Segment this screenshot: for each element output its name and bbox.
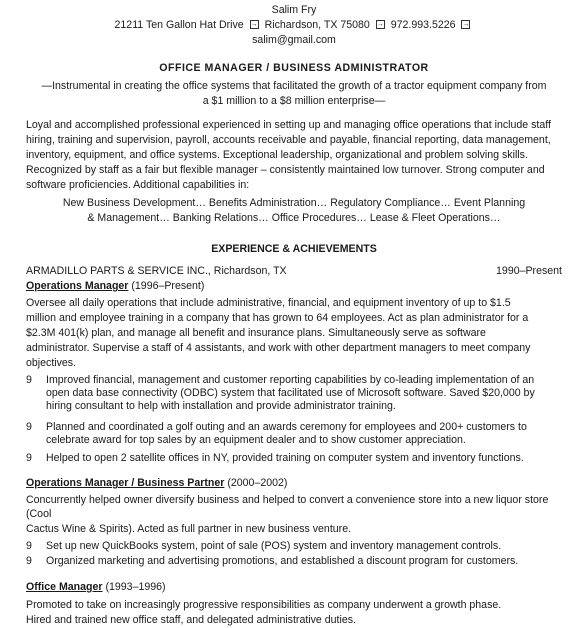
achievement-bullet bbox=[26, 421, 562, 451]
role-description-line: Promoted to take on increasingly progressive responsibilities as company underwent a growth phase. bbox=[26, 599, 502, 611]
arrow-box-icon bbox=[376, 20, 385, 29]
company-name: ARMADILLO PARTS & SERVICE INC., Richardson, TX bbox=[26, 265, 287, 277]
role-description-line: Concurrently helped owner diversify business and helped to convert a convenience store into a new liquor store bbox=[26, 494, 549, 506]
role-description-line: Oversee all daily operations that include administrative, financial, and equipment inventory of up to $1.5 bbox=[26, 297, 511, 309]
role-description-line: administrator. Supervise a staff of 4 assistants, and work with other department managers to meet company bbox=[26, 342, 531, 354]
role-title: Office Manager bbox=[26, 581, 103, 593]
role-heading bbox=[26, 581, 562, 594]
bullet-line: hiring consultant to help with installation and provide administrator training. bbox=[46, 400, 396, 412]
candidate-name: Salim Fry bbox=[271, 4, 317, 16]
bullet-line: Planned and coordinated a golf outing and an awards ceremony for employees and 200+ customers to bbox=[46, 421, 527, 433]
achievement-bullet bbox=[26, 540, 562, 555]
role-heading bbox=[26, 280, 562, 293]
role-description-line: $2.3M 401(k) plan, and manage all benefit and insurance plans. Simultaneously serve as software bbox=[26, 327, 486, 339]
role-heading bbox=[26, 477, 562, 490]
summary-line: Loyal and accomplished professional experienced in setting up and managing office operations that include staff bbox=[26, 119, 551, 131]
bullet-line: Set up new QuickBooks system, point of sale (POS) system and inventory management controls. bbox=[46, 540, 502, 552]
section-heading-experience: EXPERIENCE & ACHIEVEMENTS bbox=[211, 243, 377, 255]
capabilities-line: New Business Development… Benefits Administration… Regulatory Compliance… Event Planning bbox=[62, 197, 526, 209]
role-description-line: objectives. bbox=[26, 357, 77, 369]
bullet-line: celebrate award for top sales by an equipment dealer and to show customer appreciation. bbox=[46, 434, 466, 446]
resume-title: OFFICE MANAGER / BUSINESS ADMINISTRATOR bbox=[159, 62, 429, 74]
capabilities-line: & Management… Banking Relations… Office Procedures… Lease & Fleet Operations… bbox=[87, 212, 501, 224]
role-description-line: (Cool bbox=[26, 508, 52, 520]
role-description-line: million and employee training in a company that has grown to 64 employees. Act as plan administrator for a bbox=[26, 312, 529, 324]
bullet-marker: 9 bbox=[26, 374, 32, 386]
role-description-line: Hired and trained new office staff, and delegated administrative duties. bbox=[26, 614, 356, 626]
role-dates: (1996–Present) bbox=[128, 280, 205, 292]
summary-line: inventory, equipment, and office systems. Exceptional leadership, organizational and problem solving skills. bbox=[26, 149, 528, 161]
bullet-marker: 9 bbox=[26, 421, 32, 433]
role-dates: (1993–1996) bbox=[102, 581, 166, 593]
summary-line: hiring, training and supervision, payroll, accounts receivable and payable, financial reporting, data management, bbox=[26, 134, 551, 146]
achievement-bullet bbox=[26, 452, 562, 467]
city: Richardson, TX 75080 bbox=[264, 19, 370, 31]
phone: 972.993.5226 bbox=[390, 19, 456, 31]
arrow-box-icon bbox=[461, 20, 470, 29]
company-dates: 1990–Present bbox=[496, 265, 562, 277]
email: salim@gmail.com bbox=[252, 34, 336, 46]
bullet-marker: 9 bbox=[26, 555, 32, 567]
role-title: Operations Manager / Business Partner bbox=[26, 477, 225, 489]
company-row bbox=[26, 265, 562, 278]
bullet-line: Helped to open 2 satellite offices in NY, provided training on computer system and inventory functions. bbox=[46, 452, 524, 464]
address: 21211 Ten Gallon Hat Drive bbox=[114, 19, 244, 31]
summary-line: software proficiencies. Additional capabilities in: bbox=[26, 179, 250, 191]
bullet-marker: 9 bbox=[26, 540, 32, 552]
summary-line: Recognized by staff as a fair but flexible manager – consistently maintained low turnover. Strong computer and bbox=[26, 164, 545, 176]
bullet-line: Organized marketing and advertising promotions, and established a discount program for customers. bbox=[46, 555, 519, 567]
contact-line bbox=[26, 19, 562, 32]
achievement-bullet bbox=[26, 555, 562, 570]
role-dates: (2000–2002) bbox=[224, 477, 288, 489]
arrow-box-icon bbox=[250, 20, 259, 29]
role-title: Operations Manager bbox=[26, 280, 129, 292]
bullet-marker: 9 bbox=[26, 452, 32, 464]
role-description-line: Cactus Wine & Spirits). Acted as full partner in new business venture. bbox=[26, 523, 352, 535]
bullet-line: Improved financial, management and customer reporting capabilities by co-leading implementation of an bbox=[46, 374, 535, 386]
tagline-line-1: —Instrumental in creating the office systems that facilitated the growth of a tractor equipment company from bbox=[41, 80, 547, 92]
achievement-bullet bbox=[26, 374, 562, 419]
tagline-line-2: a $1 million to a $8 million enterprise— bbox=[202, 95, 386, 107]
bullet-line: open data base connectivity (ODBC) system that facilitated use of Microsoft software. Saved $20,000 by bbox=[46, 387, 535, 399]
